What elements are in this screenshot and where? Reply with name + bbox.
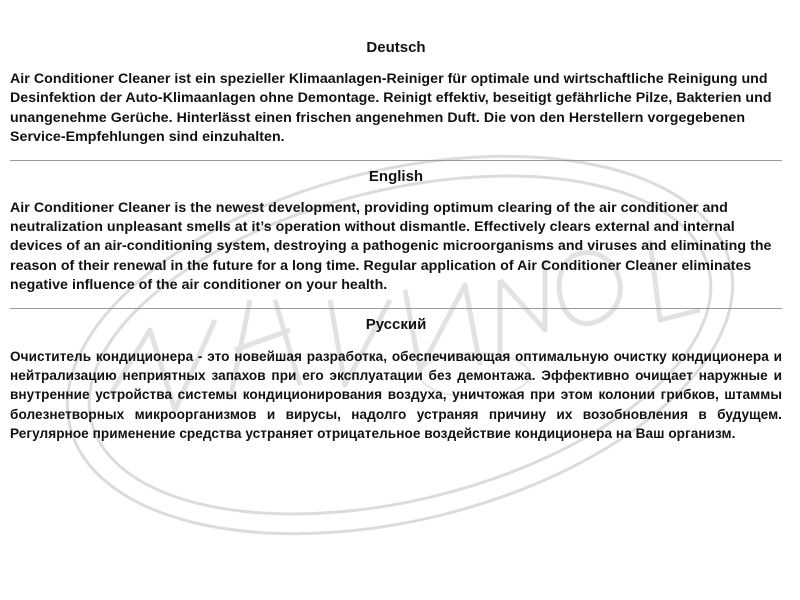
section-heading-deutsch: Deutsch <box>366 39 426 56</box>
section-divider <box>10 308 782 309</box>
section-deutsch <box>10 38 782 148</box>
section-heading-russian: Русский <box>365 315 427 333</box>
section-english <box>10 167 782 296</box>
section-body-russian: Очиститель кондиционера - это новейшая разработка, обеспечивающая оптимальную очистку кондиционера и нейтрализацию неприятных запахов при его эксплуатации без демонтажа. Эффективно очищает наружные и внутренние устройства системы кондиционирования воздуха, уничтожая при этом колонии грибков, штаммы болезнетворных микроорганизмов и вирусы, надолго устраняя причину их возобновления в будущем. Регулярное применение средства устраняет отрицательное воздействие кондиционера на Ваш организм. <box>10 348 782 442</box>
multilingual-product-description <box>10 38 782 444</box>
section-body-english: Air Conditioner Cleaner is the newest development, providing optimum clearing of the air conditioner and neutralization unpleasant smells at it’s operation without dismantle. Effectively clears external and internal devices of an air-conditioning system, destroying a pathogenic microorganisms and viruses and eliminating the reason of their renewal in the future for a long time. Regular application of Air Conditioner Cleaner eliminates negative influence of the air conditioner on your health. <box>10 199 772 294</box>
section-heading-english: English <box>368 167 424 185</box>
section-body-deutsch: Air Conditioner Cleaner ist ein spezieller Klimaanlagen-Reiniger für optimale und wirtschaftliche Reinigung und Desinfektion der Auto-Klimaanlagen ohne Demontage. Reinigt effektiv, beseitigt gefährliche Pilze, Bakterien und unangenehme Gerüche. Hinterlässt einen frischen angenehmen Duft. Die von den Herstellern vorgegebenen Service-Empfehlungen sind einzuhalten. <box>10 71 772 146</box>
section-divider <box>10 160 782 161</box>
section-russian <box>10 315 782 444</box>
